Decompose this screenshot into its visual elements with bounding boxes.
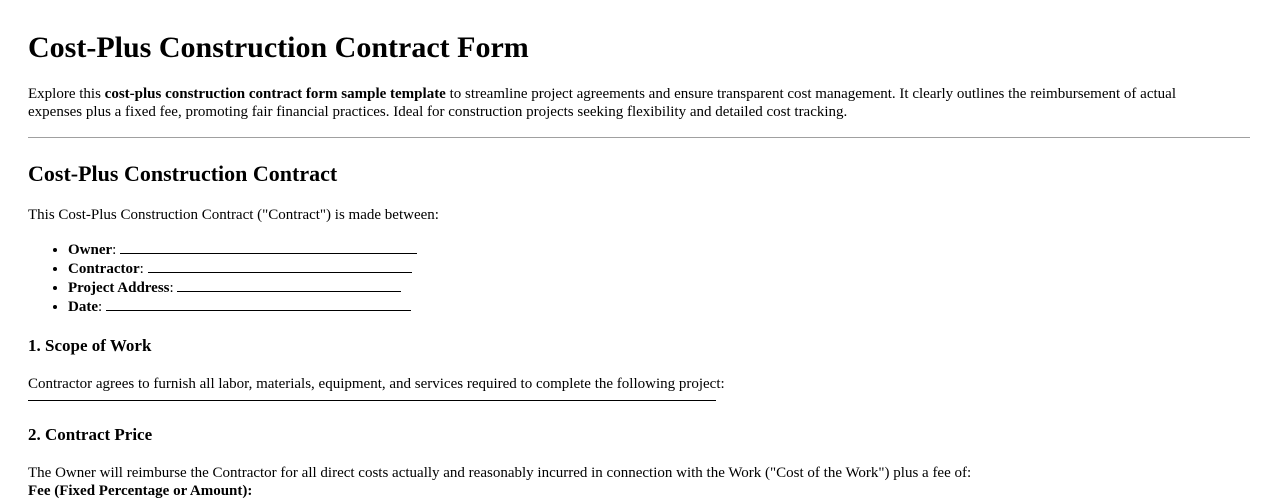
party-colon: : xyxy=(139,261,144,277)
made-between-text: This Cost-Plus Construction Contract ("Contract") is made between: xyxy=(28,207,439,223)
price-heading: 2. Contract Price xyxy=(28,425,153,444)
scope-text: Contractor agrees to furnish all labor, materials, equipment, and services required to complete the following project: xyxy=(28,376,725,392)
scope-blank-line[interactable] xyxy=(28,393,716,401)
price-paragraph xyxy=(28,464,1250,500)
party-project-address xyxy=(68,278,1250,297)
scope-paragraph xyxy=(28,375,1250,401)
contractor-blank-line[interactable] xyxy=(148,259,412,273)
owner-blank-line[interactable] xyxy=(120,240,417,254)
divider xyxy=(28,137,1250,138)
party-label: Date xyxy=(68,299,98,315)
contract-heading: Cost-Plus Construction Contract xyxy=(28,161,338,186)
party-colon: : xyxy=(112,242,117,258)
party-date xyxy=(68,297,1250,316)
party-owner xyxy=(68,240,1250,259)
party-label: Owner xyxy=(68,242,113,258)
page-title: Cost-Plus Construction Contract Form xyxy=(28,31,529,64)
intro-text-before: Explore this xyxy=(28,86,105,102)
fee-label: Fee (Fixed Percentage or Amount): xyxy=(28,483,253,499)
intro-paragraph xyxy=(28,85,1228,121)
intro-text-bold: cost-plus construction contract form sample template xyxy=(104,86,446,102)
date-blank-line[interactable] xyxy=(106,297,411,311)
party-colon: : xyxy=(169,280,174,296)
party-colon: : xyxy=(98,299,103,315)
party-label: Contractor xyxy=(68,261,140,277)
price-text: The Owner will reimburse the Contractor for all direct costs actually and reasonably incurred in connection with the Work ("Cost of the Work") plus a fee of: xyxy=(28,465,972,481)
project-address-blank-line[interactable] xyxy=(177,278,401,292)
scope-heading: 1. Scope of Work xyxy=(28,336,152,355)
party-contractor xyxy=(68,259,1250,278)
parties-list xyxy=(28,240,1250,316)
intro-text-after: to streamline project agreements and ensure transparent cost management. It clearly outlines the reimbursement of actual expenses plus a fixed fee, promoting fair financial practices. Ideal for construction projects seeking flexibility and detailed cost tracking. xyxy=(28,86,1176,120)
party-label: Project Address xyxy=(68,280,170,296)
